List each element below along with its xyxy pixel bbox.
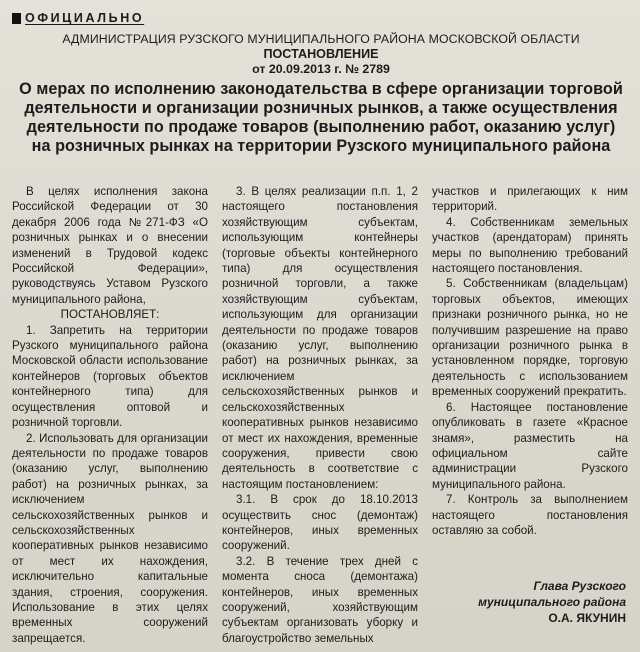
paragraph-resolves: ПОСТАНОВЛЯЕТ: xyxy=(60,308,160,322)
paragraph-item-2: 2. Использовать для организации деятельности по продаже товаров (оказанию услуг, выполнению работ) на розничных рынках, за исключением сельскохозяйственных рынков и сельскохозяйственных кооперативных рынков независимо от мест их нахождения, исключительно капитальные здания, строения, сооружения. Использование в этих целях временных сооружений запрещается. xyxy=(12,431,208,645)
document-header xyxy=(12,32,630,156)
paragraph-item-3-1: 3.1. В срок до 18.10.2013 осуществить снос (демонтаж) контейнеров, иных временных сооружений. xyxy=(222,493,418,553)
rubric-square-icon xyxy=(12,13,21,24)
section-rubric xyxy=(12,8,630,28)
issuer-line: АДМИНИСТРАЦИЯ РУЗСКОГО МУНИЦИПАЛЬНОГО РАЙОНА МОСКОВСКОЙ ОБЛАСТИ xyxy=(62,32,580,46)
document-title: О мерах по исполнению законодательства в сфере организации торговой деятельности и организации розничных рынков, а также осуществления деятельности по продаже товаров (выполнению работ, оказанию услуг) на розничных рынках на территории Рузского муниципального района xyxy=(19,80,623,155)
signature-line-1: Глава Рузского xyxy=(533,579,626,593)
column-1 xyxy=(12,184,208,645)
paragraph-preamble: В целях исполнения закона Российской Федерации от 30 декабря 2006 года №271-ФЗ «О розничных рынках и о внесении изменений в Трудовой кодекс Российской Федерации», руководствуясь Уставом Рузского муниципального района, xyxy=(12,185,208,306)
document-date-number: от 20.09.2013 г. № 2789 xyxy=(252,62,390,76)
column-3 xyxy=(432,184,628,594)
paragraph-item-4: 4. Собственникам земельных участков (арендаторам) принять меры по выполнению требований настоящего постановления. xyxy=(432,215,628,276)
signature-block xyxy=(396,578,626,626)
paragraph-item-3-2: 3.2. В течение трех дней с момента сноса (демонтажа) контейнеров, иных временных сооружений, хозяйствующим субъектам организовать уборку и благоустройство земельных xyxy=(222,554,418,645)
paragraph-item-1: 1. Запретить на территории Рузского муниципального района Московской области использование контейнеров (торговых объектов контейнерного типа) для осуществления оптовой и розничной торговли. xyxy=(12,323,208,430)
signatory-name: О.А. ЯКУНИН xyxy=(548,611,626,625)
paragraph-item-5: 5. Собственникам (владельцам) торговых объектов, имеющих признаки розничного рынка, но не получившим разрешение на право организации розничного рынка в установленном порядке, торговую деятельность с использованием временных сооружений прекратить. xyxy=(432,277,628,399)
signature-line-2: муниципального района xyxy=(478,595,626,609)
paragraph-item-3: 3. В целях реализации п.п. 1, 2 настоящего постановления хозяйствующим субъектам, использующим контейнеры (торговые объекты контейнерного типа) для осуществления розничной торговли, а также хозяйствующим субъектам, использующим для организации деятельности по продаже товаров (оказанию услуг, выполнению работ) на розничных рынках, за исключением сельскохозяйственных рынков и сельскохозяйственных кооперативных рынков независимо от мест их нахождения, временные сооружения, привести свою деятельность в соответствие с настоящим постановлением: xyxy=(222,185,418,491)
paragraph-item-6: 6. Настоящее постановление опубликовать в газете «Красное знамя», разместить на официальном сайте администрации Рузского муниципального района. xyxy=(432,400,628,491)
paragraph-item-7: 7. Контроль за выполнением настоящего постановления оставляю за собой. xyxy=(432,493,628,537)
document-type: ПОСТАНОВЛЕНИЕ xyxy=(263,47,379,61)
rubric-label: ОФИЦИАЛЬНО xyxy=(25,11,145,25)
paragraph-item-3-2-continued: участков и прилегающих к ним территорий. xyxy=(432,185,628,214)
column-2 xyxy=(222,184,418,645)
